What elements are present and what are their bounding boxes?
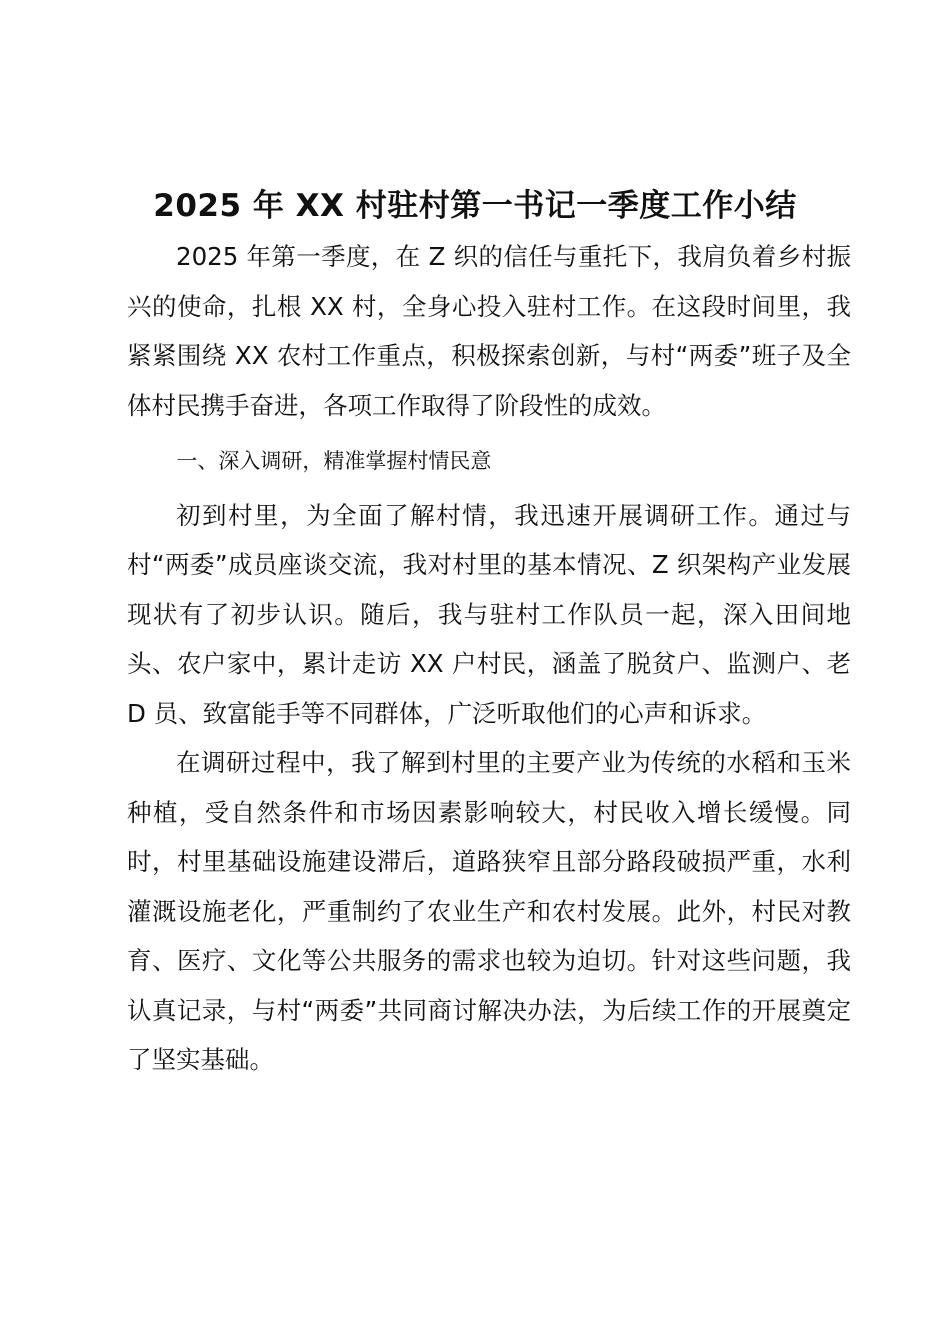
section-paragraph: 在调研过程中，我了解到村里的主要产业为传统的水稻和玉米种植，受自然条件和市场因素影响较大，村民收入增长缓慢。同时，村里基础设施建设滞后，道路狭窄且部分路段破损严重，水利灌溉设施老化，严重制约了农业生产和农村发展。此外，村民对教育、医疗、文化等公共服务的需求也较为迫切。针对这些问题，我认真记录，与村“两委”共同商讨解决办法，为后续工作的开展奠定了坚实基础。 bbox=[127, 748, 851, 1074]
intro-paragraph: 2025 年第一季度，在 Z 织的信任与重托下，我肩负着乡村振兴的使命，扎根 XX 村，全身心投入驻村工作。在这段时间里，我紧紧围绕 XX 农村工作重点，积极探索创新，与村“两委”班子及全体村民携手奋进，各项工作取得了阶段性的成效。 bbox=[127, 242, 851, 420]
section-heading: 一、深入调研，精准掌握村情民意 bbox=[176, 449, 492, 473]
section-paragraph: 初到村里，为全面了解村情，我迅速开展调研工作。通过与村“两委”成员座谈交流，我对村里的基本情况、Z 织架构产业发展现状有了初步认识。随后，我与驻村工作队员一起，深入田间地头、农户家中，累计走访 XX 户村民，涵盖了脱贫户、监测户、老 D 员、致富能手等不同群体，广泛听取他们的心声和诉求。 bbox=[127, 500, 851, 728]
section-1 bbox=[127, 430, 851, 1085]
document-title: 2025 年 XX 村驻村第一书记一季度工作小结 bbox=[153, 188, 797, 224]
document-body bbox=[127, 232, 851, 1085]
